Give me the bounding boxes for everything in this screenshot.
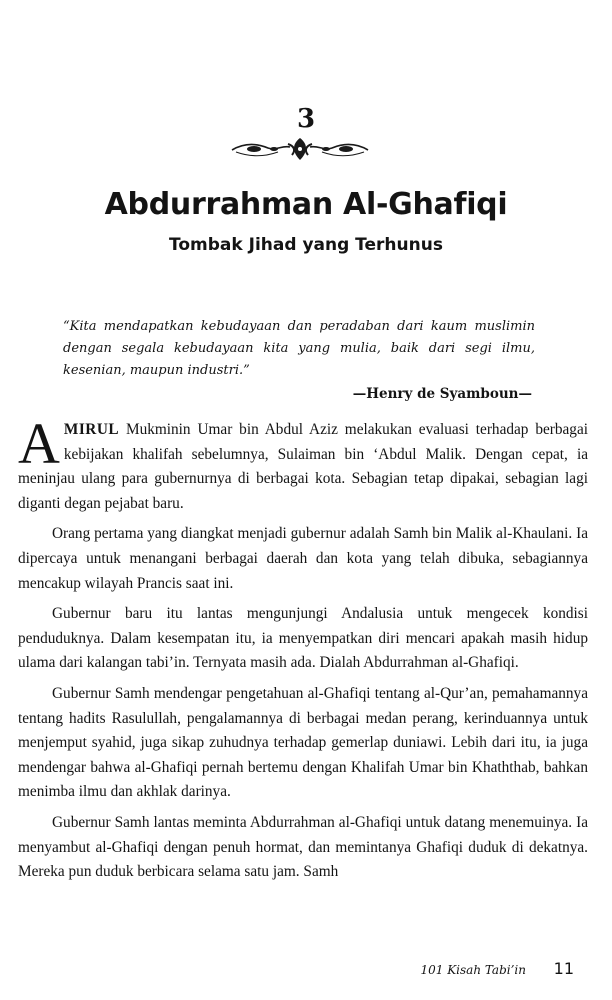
drop-cap: A — [18, 411, 60, 476]
chapter-title: Abdurrahman Al-Ghafiqi — [104, 187, 508, 222]
paragraph-2: Orang pertama yang diangkat menjadi gubernur adalah Samh bin Malik al-Khaulani. Ia dipercaya untuk menangani berbagai daerah dan kota yang telah dibuka, sebagiannya mencakup wilayah Prancis saat ini. — [18, 525, 588, 592]
body-text — [18, 411, 588, 891]
paragraph-4: Gubernur Samh mendengar pengetahuan al-Ghafiqi tentang al-Qur’an, pemahamannya tentang hadits Rasulullah, pengalamannya di berbagai medan perang, kerinduannya untuk menjemput syahid, juga sikap zuhudnya terhadap gemerlap duniawi. Lebih dari itu, ia juga mendengar bahwa al-Ghafiqi pernah bertemu dengan Khalifah Umar bin Khaththab, bahkan menimba ilmu dan akhlak darinya. — [18, 684, 588, 801]
epigraph-quote: “Kita mendapatkan kebudayaan dan peradaban dari kaum muslimin dengan segala kebudayaan kita yang mulia, baik dari segi ilmu, kesenian, maupun industri.” — [63, 319, 535, 378]
chapter-ornament — [230, 136, 370, 162]
chapter-subtitle: Tombak Jihad yang Terhunus — [169, 235, 443, 255]
paragraph-3: Gubernur baru itu lantas mengunjungi Andalusia untuk mengecek kondisi penduduknya. Dalam kesempatan itu, ia menyempatkan diri mencari apakah masih hidup ulama dari kalangan tabi’in. Ternyata masih ada. Dialah Abdurrahman al-Ghafiqi. — [18, 605, 588, 672]
epigraph-author: —Henry de Syamboun— — [352, 386, 532, 402]
chapter-number: 3 — [296, 104, 316, 134]
footer-book-title: 101 Kisah Tabi’in — [420, 963, 526, 977]
lead-word: MIRUL — [63, 421, 120, 438]
paragraph-1 — [18, 411, 588, 516]
paragraph-5: Gubernur Samh lantas meminta Abdurrahman al-Ghafiqi untuk datang menemuinya. Ia menyambut al-Ghafiqi dengan penuh hormat, dan memintanya Ghafiqi duduk di dekatnya. Mereka pun duduk berbicara selama satu jam. Samh — [18, 813, 588, 881]
paragraph-1-text: Mukminin Umar bin Abdul Aziz melakukan evaluasi terhadap berbagai kebijakan khalifah sebelumnya, Sulaiman bin ‘Abdul Malik. Dengan cepat, ia meninjau ulang para gubernurnya di berbagai kota. Sebagian tetap dipakai, sebagian lagi diganti degan pejabat baru. — [18, 421, 588, 512]
page-number: 11 — [553, 959, 574, 978]
